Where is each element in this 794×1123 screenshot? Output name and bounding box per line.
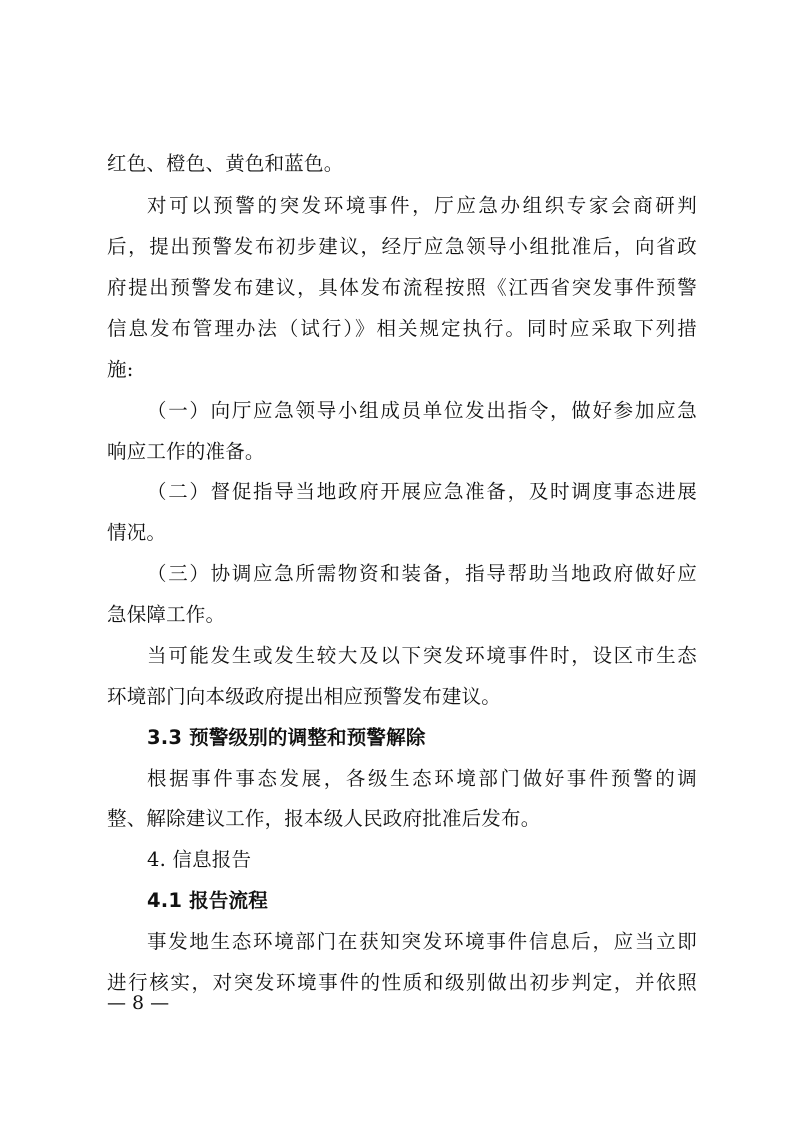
text-line-21: 进行核实，对突发环境事件的性质和级别做出初步判定，并依照 bbox=[107, 971, 697, 994]
text-line-17: 整、解除建议工作，报本级人民政府批准后发布。 bbox=[107, 807, 541, 830]
text-line-2: 对可以预警的突发环境事件，厅应急办组织专家会商研判 bbox=[147, 194, 697, 217]
text-line-7: （一）向厅应急领导小组成员单位发出指令，做好参加应急 bbox=[147, 399, 697, 422]
text-line-5: 信息发布管理办法（试行）》相关规定执行。同时应采取下列措 bbox=[107, 317, 697, 340]
text-line-8: 响应工作的准备。 bbox=[107, 440, 265, 463]
section-heading-4-1: 4.1 报告流程 bbox=[147, 889, 268, 912]
text-line-10: 情况。 bbox=[107, 521, 167, 544]
text-line-4: 府提出预警发布建议，具体发布流程按照《江西省突发事件预警 bbox=[107, 276, 697, 299]
text-line-1: 红色、橙色、黄色和蓝色。 bbox=[107, 152, 344, 175]
text-line-9: （二）督促指导当地政府开展应急准备，及时调度事态进展 bbox=[147, 480, 697, 503]
text-line-12: 急保障工作。 bbox=[107, 603, 226, 626]
section-heading-4: 4. 信息报告 bbox=[147, 848, 252, 871]
text-line-16: 根据事件事态发展，各级生态环境部门做好事件预警的调 bbox=[147, 767, 697, 790]
text-line-14: 环境部门向本级政府提出相应预警发布建议。 bbox=[107, 685, 502, 708]
text-line-3: 后，提出预警发布初步建议，经厅应急领导小组批准后，向省政 bbox=[107, 235, 697, 258]
section-heading-3-3: 3.3 预警级别的调整和预警解除 bbox=[147, 726, 426, 749]
page-number: — 8 — bbox=[107, 992, 170, 1014]
text-line-20: 事发地生态环境部门在获知突发环境事件信息后，应当立即 bbox=[147, 930, 697, 953]
text-line-6: 施: bbox=[107, 358, 134, 381]
text-line-11: （三）协调应急所需物资和装备，指导帮助当地政府做好应 bbox=[147, 562, 697, 585]
text-line-13: 当可能发生或发生较大及以下突发环境事件时，设区市生态 bbox=[147, 644, 697, 667]
